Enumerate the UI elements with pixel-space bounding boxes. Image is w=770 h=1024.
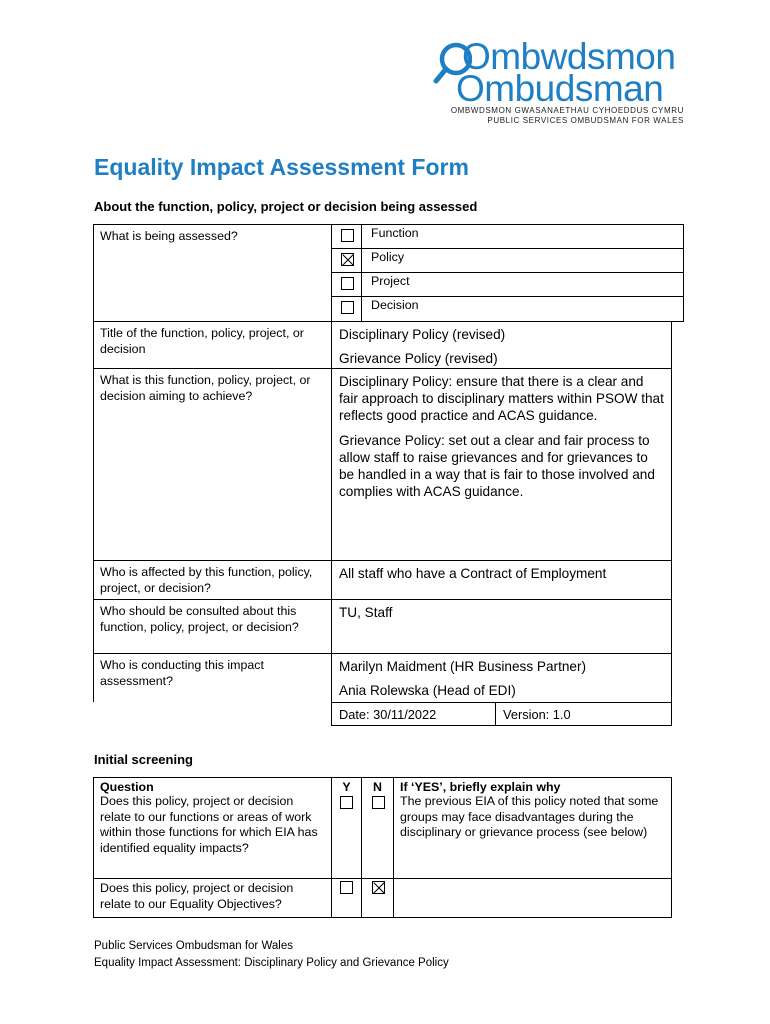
consulted-question-label: Who should be consulted about this function, policy, project, or decision? xyxy=(100,604,299,634)
row1-yes-checkbox[interactable] xyxy=(340,796,353,809)
conductor-name: Marilyn Maidment (HR Business Partner) xyxy=(339,659,587,674)
section-heading-about: About the function, policy, project or decision being assessed xyxy=(94,199,478,214)
title-answer-line: Disciplinary Policy (revised) xyxy=(339,327,506,342)
conducting-answer xyxy=(333,654,671,703)
aim-question-label: What is this function, policy, project, or decision aiming to achieve? xyxy=(100,373,311,403)
aim-answer-paragraph: Disciplinary Policy: ensure that there is a clear and fair approach to disciplinary matters within PSOW that reflects good practice and ACAS guidance. xyxy=(339,374,664,423)
logo-tagline-welsh: OMBWDSMON GWASANAETHAU CYHOEDDUS CYMRU xyxy=(450,106,684,115)
footer-document-title: Equality Impact Assessment: Disciplinary Policy and Grievance Policy xyxy=(94,957,449,969)
function-checkbox[interactable] xyxy=(341,229,354,242)
assessment-version: Version: 1.0 xyxy=(503,707,571,722)
initial-screening-table xyxy=(93,777,672,918)
aim-answer-paragraph: Grievance Policy: set out a clear and fair process to allow staff to raise grievances and for grievances to be handled in a way that is fair to those involved and complies with ACAS guidance. xyxy=(339,433,655,499)
no-column-header: N xyxy=(373,780,382,794)
title-question-label: Title of the function, policy, project, or decision xyxy=(100,326,304,356)
aim-answer xyxy=(333,369,671,512)
explain-column-header: If ‘YES’, briefly explain why xyxy=(400,780,561,794)
project-checkbox[interactable] xyxy=(341,277,354,290)
what-assessed-label: What is being assessed? xyxy=(100,229,238,243)
policy-option-label: Policy xyxy=(371,250,405,264)
consulted-answer: TU, Staff xyxy=(339,605,393,620)
logo-welsh-name: Ombwdsmon xyxy=(462,36,676,77)
ombudsman-logo xyxy=(432,36,684,126)
screening-question-2: Does this policy, project or decision relate to our Equality Objectives? xyxy=(100,881,294,911)
title-answer-line: Grievance Policy (revised) xyxy=(339,351,498,366)
decision-checkbox[interactable] xyxy=(341,301,354,314)
assessment-date: Date: 30/11/2022 xyxy=(339,707,437,722)
footer-organisation: Public Services Ombudsman for Wales xyxy=(94,940,293,952)
logo-tagline-english: PUBLIC SERVICES OMBUDSMAN FOR WALES xyxy=(487,116,684,125)
row1-no-checkbox[interactable] xyxy=(372,796,385,809)
screening-question-1: Does this policy, project or decision relate to our functions or areas of work within those functions for which EIA has identified equality impacts? xyxy=(100,794,318,855)
screening-explanation-2 xyxy=(394,879,670,885)
decision-option-label: Decision xyxy=(371,298,419,312)
policy-checkbox[interactable] xyxy=(341,253,354,266)
conducting-question-label: Who is conducting this impact assessment? xyxy=(100,658,264,688)
affected-answer: All staff who have a Contract of Employment xyxy=(339,566,607,581)
function-option-label: Function xyxy=(371,226,419,240)
question-column-header: Question xyxy=(100,780,154,794)
section-heading-screening: Initial screening xyxy=(94,752,193,767)
assessment-details-table xyxy=(93,224,684,726)
screening-explanation-1: The previous EIA of this policy noted that some groups may face disadvantages during the disciplinary or grievance process (see below) xyxy=(400,794,659,839)
yes-column-header: Y xyxy=(342,780,351,794)
row2-yes-checkbox[interactable] xyxy=(340,881,353,894)
affected-question-label: Who is affected by this function, policy, project, or decision? xyxy=(100,565,313,595)
conductor-name: Ania Rolewska (Head of EDI) xyxy=(339,683,516,698)
title-answer xyxy=(333,322,671,371)
row2-no-checkbox[interactable] xyxy=(372,881,385,894)
logo-english-name: Ombudsman xyxy=(456,68,664,109)
page-title: Equality Impact Assessment Form xyxy=(94,154,469,180)
project-option-label: Project xyxy=(371,274,410,288)
